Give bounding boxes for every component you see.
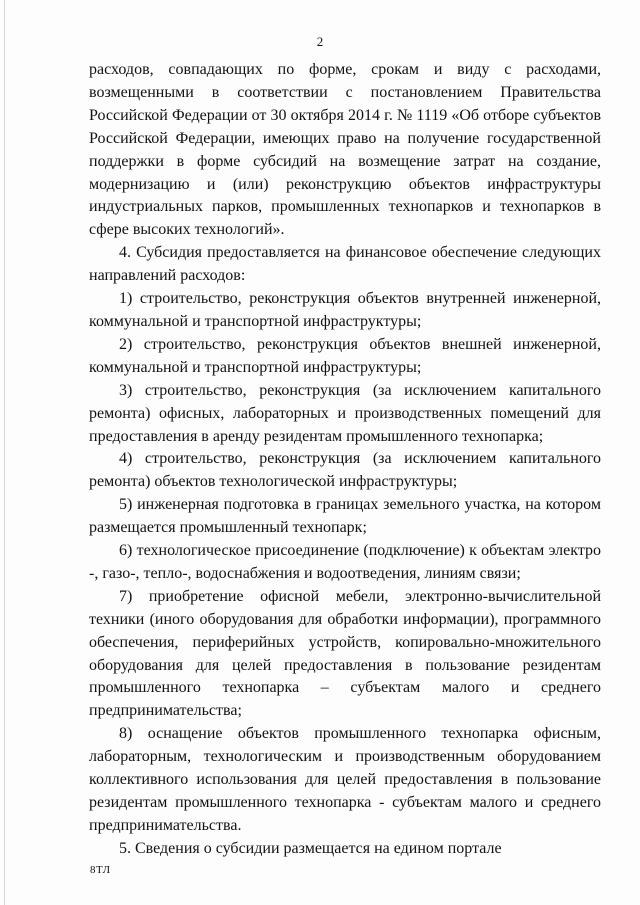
list-item-6: 6) технологическое присоединение (подключение) к объектам электро -, газо-, тепло-, водоснабжения и водоотведения, линиям связи;	[89, 542, 601, 582]
list-item-1: 1) строительство, реконструкция объектов внутренней инженерной, коммунальной и транспортной инфраструктуры;	[89, 290, 601, 330]
list-item-2: 2) строительство, реконструкция объектов внешней инженерной, коммунальной и транспортной инфраструктуры;	[89, 335, 601, 376]
paragraph-item-4: 4. Субсидия предоставляется на финансовое обеспечение следующих направлений расходов:	[89, 244, 601, 285]
page-number: 2	[316, 34, 324, 49]
list-item-8: 8) оснащение объектов промышленного технопарка офисным, лабораторным, технологическим и производственным оборудованием коллективного использования для целей предоставления в пользование резидентам промышленного технопарка - субъектам малого и среднего предпринимательства.	[89, 725, 601, 834]
list-item-4: 4) строительство, реконструкция (за исключением капитального ремонта) объектов технологической инфраструктуры;	[89, 450, 601, 491]
scan-edge	[4, 0, 5, 905]
list-item-7: 7) приобретение офисной мебели, электронно-вычислительной техники (иного оборудования для обработки информации), программного обеспечения, периферийных устройств, копировально-множительного оборудования для целей предоставления в пользование резидентам промышленного технопарка – субъектам малого и среднего предпринимательства;	[89, 587, 601, 720]
document-body	[89, 59, 601, 861]
list-item-5: 5) инженерная подготовка в границах земельного участка, на котором размещается промышленный технопарк;	[89, 496, 601, 537]
paragraph-item-5: 5. Сведения о субсидии размещается на едином портале	[119, 839, 502, 857]
paragraph-continuation: расходов, совпадающих по форме, срокам и виду с расходами, возмещенными в соответствии с постановлением Правительства Российской Федерации от 30 октября 2014 г. № 1119 «Об отборе субъектов Российской Федерации, имеющих право на получение государственной поддержки в форме субсидий на возмещение затрат на создание, модернизацию и (или) реконструкцию объектов инфраструктуры индустриальных парков, промышленных технопарков и технопарков в сфере высоких технологий».	[89, 61, 601, 239]
list-item-3: 3) строительство, реконструкция (за исключением капитального ремонта) офисных, лабораторных и производственных помещений для предоставления в аренду резидентам промышленного технопарка;	[89, 381, 601, 445]
footer-code: 8ТЛ	[90, 864, 111, 876]
